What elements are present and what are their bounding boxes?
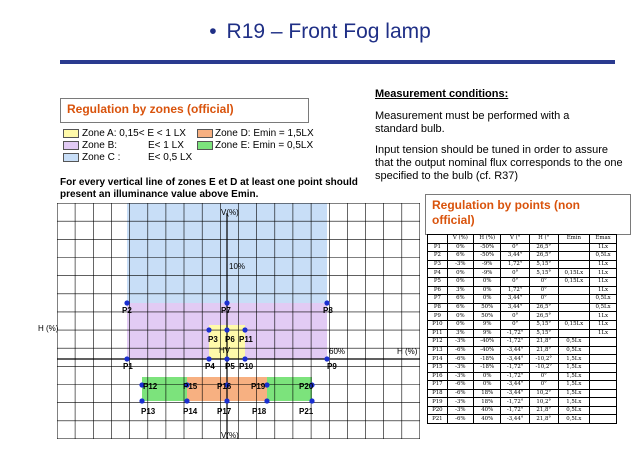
point-p21-dot — [309, 398, 314, 403]
table-cell: P18 — [428, 389, 448, 398]
point-p3-dot — [206, 327, 211, 332]
table-cell: 0° — [529, 372, 558, 381]
table-row — [428, 355, 617, 364]
title-rule — [60, 60, 615, 64]
table-cell: -3% — [447, 363, 473, 372]
table-header-cell: Emin — [558, 235, 590, 244]
zone-d-label: Zone D: Emin = 1,5LX — [215, 128, 314, 139]
point-p13-dot — [139, 398, 144, 403]
zone-c-label: Zone C : — [82, 152, 121, 163]
table-cell: 40% — [473, 406, 500, 415]
table-cell: 0,5Lx — [590, 303, 617, 312]
table-row — [428, 329, 617, 338]
point-p11-label: P11 — [239, 335, 253, 344]
h-axis-right-label: H (%) — [397, 347, 418, 356]
table-cell: 0,5Lx — [558, 406, 590, 415]
table-cell: 0% — [447, 312, 473, 321]
table-cell: -9% — [473, 269, 500, 278]
table-cell: 0% — [473, 295, 500, 304]
table-cell: 5,15° — [529, 269, 558, 278]
table-cell: 3% — [447, 286, 473, 295]
table-cell: 26,5° — [529, 243, 558, 252]
point-p5-label: P5 — [225, 362, 235, 371]
point-p21-label: P21 — [299, 407, 314, 416]
table-cell: 1Lx — [590, 260, 617, 269]
table-cell: -18% — [473, 355, 500, 364]
table-cell: 1Lx — [590, 269, 617, 278]
point-p6-dot — [224, 327, 229, 332]
table-cell: 3,44° — [501, 295, 530, 304]
table-cell: 0° — [501, 243, 530, 252]
grid-lines — [57, 203, 420, 439]
table-cell: P16 — [428, 372, 448, 381]
table-cell: 1,5Lx — [558, 363, 590, 372]
table-cell: -3,44° — [501, 346, 530, 355]
table-cell: 40% — [473, 415, 500, 424]
table-cell: -6% — [447, 355, 473, 364]
instruction-text: For every vertical line of zones E et D at least one point should present an illuminance value above Emin. — [60, 177, 358, 200]
table-cell: 1Lx — [590, 329, 617, 338]
table-cell: P7 — [428, 295, 448, 304]
point-p1-label: P1 — [123, 362, 133, 371]
zone-e-label: Zone E: Emin = 0,5LX — [215, 140, 314, 151]
table-cell: P4 — [428, 269, 448, 278]
table-cell: P13 — [428, 346, 448, 355]
h-axis-left-label: H (%) — [38, 324, 59, 333]
table-cell: 0% — [447, 269, 473, 278]
table-header-row — [428, 235, 617, 244]
table-cell: -3% — [447, 338, 473, 347]
table-cell: 0,5Lx — [558, 338, 590, 347]
table-cell: 21,8° — [529, 338, 558, 347]
point-p12-label: P12 — [143, 382, 158, 391]
table-cell: 6% — [447, 252, 473, 261]
table-cell: 0° — [529, 286, 558, 295]
zone-c-value: E< 0,5 LX — [148, 152, 193, 163]
table-cell: 1,5Lx — [558, 381, 590, 390]
point-p13-label: P13 — [141, 407, 156, 416]
slide-title — [0, 20, 640, 44]
table-cell: -10,2° — [529, 355, 558, 364]
table-cell: 18% — [473, 398, 500, 407]
table-row — [428, 346, 617, 355]
table-cell: 1Lx — [590, 277, 617, 286]
table-cell: 26,5° — [529, 252, 558, 261]
label-60-percent: 60% — [329, 347, 346, 356]
point-p9-label: P9 — [327, 362, 337, 371]
table-cell — [590, 381, 617, 390]
table-cell: P8 — [428, 303, 448, 312]
table-cell: 0,5Lx — [558, 346, 590, 355]
table-cell — [558, 329, 590, 338]
table-cell: P5 — [428, 277, 448, 286]
point-p14-label: P14 — [183, 407, 198, 416]
table-cell — [590, 389, 617, 398]
table-cell: P15 — [428, 363, 448, 372]
table-cell: P10 — [428, 320, 448, 329]
point-p16-label: P16 — [217, 382, 232, 391]
table-cell: 1Lx — [590, 312, 617, 321]
table-cell: -50% — [473, 252, 500, 261]
table-cell: 0° — [501, 277, 530, 286]
table-row — [428, 303, 617, 312]
table-cell: P21 — [428, 415, 448, 424]
table-cell: P14 — [428, 355, 448, 364]
zone-c-swatch — [63, 153, 79, 162]
point-p3-label: P3 — [208, 335, 218, 344]
table-cell — [590, 372, 617, 381]
table-cell: 50% — [473, 312, 500, 321]
table-cell: -3% — [447, 406, 473, 415]
point-p10-label: P10 — [239, 362, 254, 371]
point-p11-dot — [242, 327, 247, 332]
table-cell — [590, 415, 617, 424]
table-cell: 0% — [473, 381, 500, 390]
table-cell: 0° — [529, 381, 558, 390]
point-p14-dot — [184, 398, 189, 403]
table-cell: 10,2° — [529, 389, 558, 398]
table-cell: P20 — [428, 406, 448, 415]
table-cell: 9% — [473, 329, 500, 338]
table-cell: -1,72° — [501, 338, 530, 347]
v-axis-top-label: V(%) — [221, 208, 239, 217]
table-cell: 0% — [473, 286, 500, 295]
points-regulation-box: Regulation by points (non official) — [425, 194, 631, 235]
table-cell: 3,44° — [501, 303, 530, 312]
table-header-cell: V (° — [501, 235, 530, 244]
table-cell: 6% — [447, 303, 473, 312]
point-p6-label: P6 — [225, 335, 235, 344]
zone-b-value: E< 1 LX — [148, 140, 184, 151]
table-cell: -3% — [447, 372, 473, 381]
table-cell: 0,5Lx — [558, 415, 590, 424]
table-cell: 3,44° — [501, 252, 530, 261]
table-row — [428, 320, 617, 329]
table-cell: 1,5Lx — [558, 398, 590, 407]
table-cell: 9% — [473, 320, 500, 329]
table-cell: 26,5° — [529, 303, 558, 312]
table-cell: 1Lx — [590, 243, 617, 252]
measurement-para-1: Measurement must be performed with a standard bulb. — [375, 110, 570, 135]
table-row — [428, 338, 617, 347]
table-cell: 1,72° — [501, 286, 530, 295]
table-cell: -3,44° — [501, 389, 530, 398]
point-p7-label: P7 — [221, 306, 231, 315]
table-cell: -10,2° — [529, 363, 558, 372]
table-cell: 0% — [447, 320, 473, 329]
table-cell: 0° — [529, 295, 558, 304]
table-cell: -50% — [473, 243, 500, 252]
table-cell: -6% — [447, 415, 473, 424]
table-cell: -40% — [473, 338, 500, 347]
table-cell: -40% — [473, 346, 500, 355]
table-cell: -3% — [447, 260, 473, 269]
zone-d-swatch — [197, 129, 213, 138]
table-cell: 3% — [447, 329, 473, 338]
table-cell: 0,5Lx — [590, 295, 617, 304]
table-cell: 0° — [529, 277, 558, 286]
table-cell: 1,72° — [501, 260, 530, 269]
table-cell: 18% — [473, 389, 500, 398]
table-cell — [590, 363, 617, 372]
table-cell: 1Lx — [590, 286, 617, 295]
table-cell: 21,8° — [529, 415, 558, 424]
v-axis-bottom-label: V(%) — [221, 431, 239, 439]
table-cell: -1,72° — [501, 406, 530, 415]
table-row — [428, 286, 617, 295]
title-bullet: • — [209, 20, 217, 43]
zone-b-label: Zone B: — [82, 140, 118, 151]
table-row — [428, 312, 617, 321]
title-text: R19 – Front Fog lamp — [226, 20, 431, 43]
table-row — [428, 381, 617, 390]
table-cell: -1,72° — [501, 363, 530, 372]
table-row — [428, 363, 617, 372]
point-p1-dot — [124, 356, 129, 361]
table-cell: 1,5Lx — [558, 389, 590, 398]
table-header-cell: V (%) — [447, 235, 473, 244]
table-cell — [590, 398, 617, 407]
table-cell: -6% — [447, 389, 473, 398]
table-cell: 1Lx — [590, 320, 617, 329]
point-p8-dot — [324, 300, 329, 305]
table-cell: P19 — [428, 398, 448, 407]
table-cell: 21,8° — [529, 346, 558, 355]
table-cell: -3,44° — [501, 355, 530, 364]
table-header-cell: H (%) — [473, 235, 500, 244]
zone-legend — [60, 128, 380, 164]
measurement-heading: Measurement conditions: — [375, 88, 509, 100]
table-row — [428, 243, 617, 252]
table-cell: -3,44° — [501, 381, 530, 390]
table-row — [428, 389, 617, 398]
point-p9-dot — [324, 356, 329, 361]
table-cell — [590, 406, 617, 415]
table-cell: 0° — [501, 320, 530, 329]
table-row — [428, 269, 617, 278]
zone-a-label: Zone A: 0,15< E < 1 LX — [82, 128, 186, 139]
table-cell: 0,5Lx — [590, 252, 617, 261]
table-cell — [558, 303, 590, 312]
table-cell: 6% — [447, 295, 473, 304]
hv-label: HV — [219, 346, 231, 355]
table-cell: 5,15° — [529, 260, 558, 269]
table-row — [428, 415, 617, 424]
table-cell: P6 — [428, 286, 448, 295]
point-p7-dot — [224, 300, 229, 305]
table-cell — [590, 346, 617, 355]
table-cell: 0% — [447, 277, 473, 286]
table-cell — [590, 355, 617, 364]
point-p5-dot — [224, 356, 229, 361]
table-cell: -3% — [447, 398, 473, 407]
table-cell: 21,8° — [529, 406, 558, 415]
table-cell: 0% — [473, 277, 500, 286]
point-p2-label: P2 — [122, 306, 132, 315]
point-p2-dot — [124, 300, 129, 305]
table-cell — [558, 312, 590, 321]
point-p15-label: P15 — [183, 382, 198, 391]
table-cell: 0,15Lx — [558, 277, 590, 286]
point-p17-dot — [224, 398, 229, 403]
points-table — [427, 234, 617, 424]
zone-a-swatch — [63, 129, 79, 138]
table-cell: P11 — [428, 329, 448, 338]
table-header-cell — [428, 235, 448, 244]
table-cell: 5,15° — [529, 329, 558, 338]
table-cell: -18% — [473, 363, 500, 372]
table-cell — [590, 338, 617, 347]
table-cell: P17 — [428, 381, 448, 390]
table-cell: -3,44° — [501, 415, 530, 424]
table-cell: -1,72° — [501, 329, 530, 338]
table-cell: 0° — [501, 312, 530, 321]
table-cell: -1,72° — [501, 398, 530, 407]
table-cell — [558, 243, 590, 252]
table-cell: 0,15Lx — [558, 320, 590, 329]
table-row — [428, 260, 617, 269]
table-cell — [558, 295, 590, 304]
table-cell: P2 — [428, 252, 448, 261]
table-cell: 50% — [473, 303, 500, 312]
point-p18-label: P18 — [252, 407, 267, 416]
table-cell: -9% — [473, 260, 500, 269]
table-row — [428, 398, 617, 407]
photometric-grid — [57, 203, 420, 439]
table-row — [428, 406, 617, 415]
point-p4-dot — [206, 356, 211, 361]
table-cell: 5,15° — [529, 320, 558, 329]
table-cell: P12 — [428, 338, 448, 347]
table-cell: 0% — [473, 372, 500, 381]
point-p20-label: P20 — [299, 382, 314, 391]
table-cell: 10,2° — [529, 398, 558, 407]
table-cell — [558, 260, 590, 269]
table-cell: 0% — [447, 243, 473, 252]
table-cell: 0° — [501, 269, 530, 278]
table-cell: P3 — [428, 260, 448, 269]
point-p4-label: P4 — [205, 362, 215, 371]
table-cell: P9 — [428, 312, 448, 321]
table-cell: -6% — [447, 381, 473, 390]
table-header-cell: H (° — [529, 235, 558, 244]
table-cell: 26,5° — [529, 312, 558, 321]
point-p17-label: P17 — [217, 407, 232, 416]
table-cell — [558, 252, 590, 261]
table-cell: 1,5Lx — [558, 355, 590, 364]
table-row — [428, 277, 617, 286]
point-p19-label: P19 — [251, 382, 266, 391]
table-cell: -6% — [447, 346, 473, 355]
table-header-cell: Emax — [590, 235, 617, 244]
zones-regulation-box: Regulation by zones (official) — [60, 98, 309, 123]
table-row — [428, 252, 617, 261]
table-cell: 1,5Lx — [558, 372, 590, 381]
zone-e-swatch — [197, 141, 213, 150]
table-row — [428, 372, 617, 381]
measurement-para-2: Input tension should be tuned in order to assure that the output nominal flux corresponds to the one specified to the bulb (cf. R37) — [375, 144, 623, 182]
table-cell: -1,72° — [501, 372, 530, 381]
zone-b-swatch — [63, 141, 79, 150]
point-p8-label: P8 — [323, 306, 333, 315]
table-cell — [558, 286, 590, 295]
label-10-percent: 10% — [229, 262, 246, 271]
point-p18-dot — [264, 398, 269, 403]
point-p10-dot — [242, 356, 247, 361]
table-row — [428, 295, 617, 304]
table-cell: P1 — [428, 243, 448, 252]
table-cell: 0,15Lx — [558, 269, 590, 278]
